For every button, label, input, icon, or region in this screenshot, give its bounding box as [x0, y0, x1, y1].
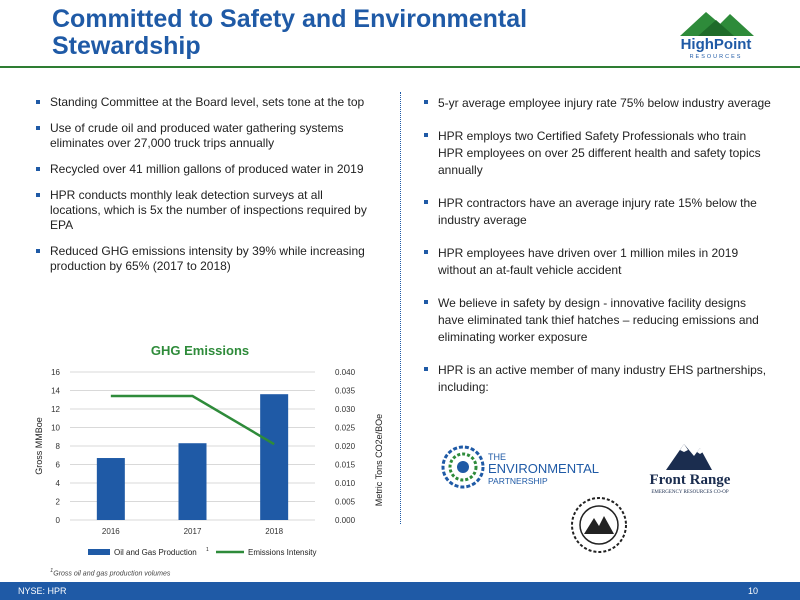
bullet-item: HPR employs two Certified Safety Professionals who train HPR employees on over 25 different health and safety topics annually: [424, 128, 772, 179]
y2-tick-label: 0.020: [335, 442, 356, 451]
bar: [97, 458, 125, 520]
bullet-item: We believe in safety by design - innovative facility designs have eliminated tank thief hatches – reducing emissions and eliminating worker exposure: [424, 295, 772, 346]
legend-label: Oil and Gas Production: [114, 548, 197, 557]
y-tick-label: 6: [55, 460, 60, 470]
y-tick-label: 14: [51, 386, 60, 396]
bar: [260, 394, 288, 520]
mountain-icon: [668, 6, 764, 38]
chart-title: GHG Emissions: [150, 343, 250, 358]
y2-tick-label: 0.015: [335, 460, 356, 470]
y2-tick-label: 0.000: [335, 516, 356, 525]
bullet-item: Use of crude oil and produced water gathering systems eliminates over 27,000 truck trips annually: [36, 121, 376, 151]
header-rule: [0, 66, 800, 68]
logo-name: HighPoint: [680, 36, 752, 53]
footnote-marker: 1: [50, 568, 54, 574]
ghg-emissions-chart: [30, 360, 390, 568]
page-number: 10: [747, 586, 758, 596]
x-tick-label: 2018: [265, 527, 284, 536]
legend-superscript: 1: [206, 547, 209, 553]
y2-tick-label: 0.010: [335, 479, 356, 488]
bullet-item: HPR is an active member of many industry EHS partnerships, including:: [424, 362, 772, 396]
bullet-item: HPR conducts monthly leak detection surveys at all locations, which is 5x the number of inspections required by EPA: [36, 188, 376, 233]
environmental-partnership-logo-icon: [440, 444, 486, 490]
highpoint-logo: [668, 6, 764, 64]
ep-the: THE: [488, 452, 506, 462]
footnote: [50, 568, 170, 577]
ticker-label: NYSE: HPR: [18, 586, 67, 596]
x-tick-label: 2017: [183, 527, 202, 536]
y-tick-label: 0: [55, 516, 60, 525]
y-tick-label: 4: [55, 479, 60, 488]
legend-swatch: [88, 549, 110, 555]
left-bullet-list: [36, 95, 376, 285]
line-series: [111, 396, 274, 444]
y-axis-title: Gross MMBoe: [34, 417, 44, 475]
x-tick-label: 2016: [101, 527, 120, 536]
page-title-line-1: Committed to Safety and Environmental: [52, 5, 528, 33]
column-divider: [400, 92, 401, 524]
page-title-line-2: Stewardship: [52, 32, 201, 60]
front-range-logo-name: Front Range: [649, 472, 731, 488]
y2-tick-label: 0.005: [335, 497, 356, 507]
y2-tick-label: 0.030: [335, 405, 356, 414]
front-range-mountain-icon: [664, 440, 714, 472]
y2-axis-title: Metric Tons CO2e/BOe: [374, 413, 384, 507]
front-range-logo-subtitle: EMERGENCY RESOURCES CO-OP: [651, 490, 729, 495]
y-tick-label: 12: [51, 405, 60, 414]
footnote-text: Gross oil and gas production volumes: [53, 570, 171, 578]
y2-tick-label: 0.035: [335, 386, 356, 396]
bullet-item: Reduced GHG emissions intensity by 39% while increasing production by 65% (2017 to 2018): [36, 244, 376, 274]
y2-tick-label: 0.025: [335, 423, 356, 433]
footer-bar: [0, 582, 800, 600]
y-tick-label: 8: [55, 442, 60, 451]
ep-environmental: ENVIRONMENTAL: [488, 461, 599, 476]
right-bullet-list: [424, 95, 772, 412]
page-title: [52, 6, 612, 60]
bullet-item: Standing Committee at the Board level, sets tone at the top: [36, 95, 376, 110]
ep-partnership: PARTNERSHIP: [488, 476, 548, 486]
safety-council-seal-icon: [570, 496, 628, 554]
legend-label: Emissions Intensity: [248, 548, 317, 557]
bullet-item: 5-yr average employee injury rate 75% below industry average: [424, 95, 772, 112]
y-tick-label: 2: [55, 497, 60, 507]
y-tick-label: 16: [51, 368, 60, 377]
logo-subtitle: RESOURCES: [689, 54, 743, 60]
bullet-item: Recycled over 41 million gallons of produced water in 2019: [36, 162, 376, 177]
y-tick-label: 10: [51, 423, 60, 433]
y2-tick-label: 0.040: [335, 368, 356, 377]
bar: [179, 443, 207, 520]
bullet-item: HPR contractors have an average injury rate 15% below the industry average: [424, 195, 772, 229]
bullet-item: HPR employees have driven over 1 million miles in 2019 without an at-fault vehicle accident: [424, 245, 772, 279]
